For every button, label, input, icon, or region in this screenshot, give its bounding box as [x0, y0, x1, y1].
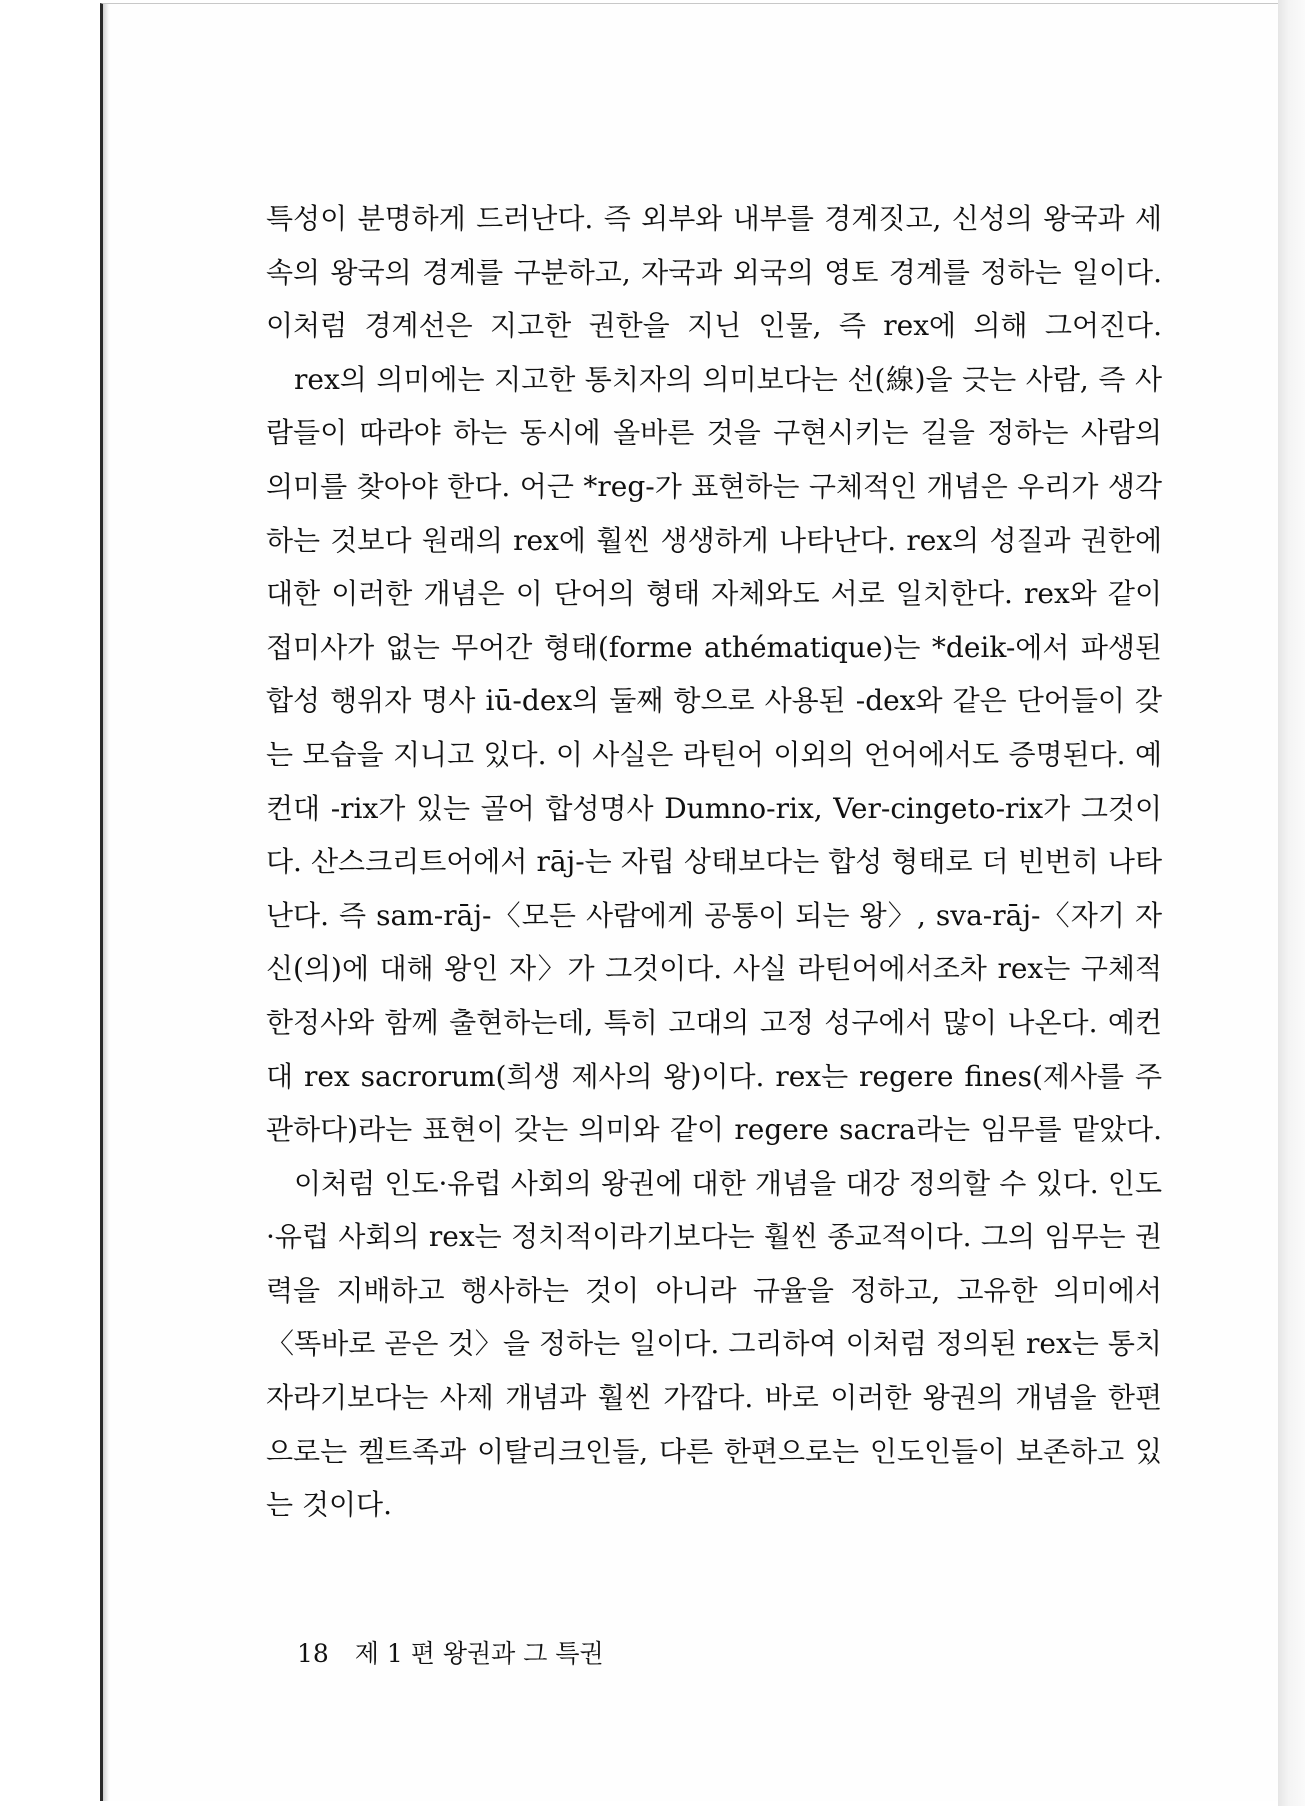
- paragraph-3: 이처럼 인도·유럽 사회의 왕권에 대한 개념을 대강 정의할 수 있다. 인도·유럽 사회의 rex는 정치적이라기보다는 훨씬 종교적이다. 그의 임무는 권력을 지배하고 행사하는 것이 아니라 규율을 정하고, 고유한 의미에서 〈똑바로 곧은 것〉을 정하는 일이다. 그리하여 이처럼 정의된 rex는 통치자라기보다는 사제 개념과 훨씬 가깝다. 바로 이러한 왕권의 개념을 한편으로는 켈트족과 이탈리크인들, 다른 한편으로는 인도인들이 보존하고 있는 것이다.: [266, 1166, 1162, 1522]
- paragraph-1: 특성이 분명하게 드러난다. 즉 외부와 내부를 경계짓고, 신성의 왕국과 세속의 왕국의 경계를 구분하고, 자국과 외국의 영토 경계를 정하는 일이다. 이처럼 경계선은 지고한 권한을 지닌 인물, 즉 rex에 의해 그어진다.: [266, 202, 1162, 343]
- chapter-title: 왕권과 그 특권: [442, 1639, 604, 1668]
- page-number: 18: [297, 1639, 329, 1668]
- body-text: [266, 192, 1162, 1532]
- page-footer: [297, 1634, 604, 1670]
- paragraph-2: rex의 의미에는 지고한 통치자의 의미보다는 선(線)을 긋는 사람, 즉 사람들이 따라야 하는 동시에 올바른 것을 구현시키는 길을 정하는 사람의 의미를 찾아야 한다. 어근 *reg-가 표현하는 구체적인 개념은 우리가 생각하는 것보다 원래의 rex에 훨씬 생생하게 나타난다. rex의 성질과 권한에 대한 이러한 개념은 이 단어의 형태 자체와도 서로 일치한다. rex와 같이 접미사가 없는 무어간 형태(forme athématique)는 *deik-에서 파생된 합성 행위자 명사 iū-dex의 둘째 항으로 사용된 -dex와 같은 단어들이 갖는 모습을 지니고 있다. 이 사실은 라틴어 이외의 언어에서도 증명된다. 예컨대 -rix가 있는 골어 합성명사 Dumno-rix, Ver-cingeto-rix가 그것이다. 산스크리트어에서 rāj-는 자립 상태보다는 합성 형태로 더 빈번히 나타난다. 즉 sam-rāj-〈모든 사람에게 공통이 되는 왕〉, sva-rāj-〈자기 자신(의)에 대해 왕인 자〉가 그것이다. 사실 라틴어에서조차 rex는 구체적 한정사와 함께 출현하는데, 특히 고대의 고정 성구에서 많이 나온다. 예컨대 rex sacrorum(희생 제사의 왕)이다. rex는 regere fines(제사를 주관하다)라는 표현이 갖는 의미와 같이 regere sacra라는 임무를 맡았다.: [266, 362, 1162, 1147]
- next-page-edge: [1278, 0, 1305, 1806]
- part-label: 제 1 편: [354, 1639, 435, 1668]
